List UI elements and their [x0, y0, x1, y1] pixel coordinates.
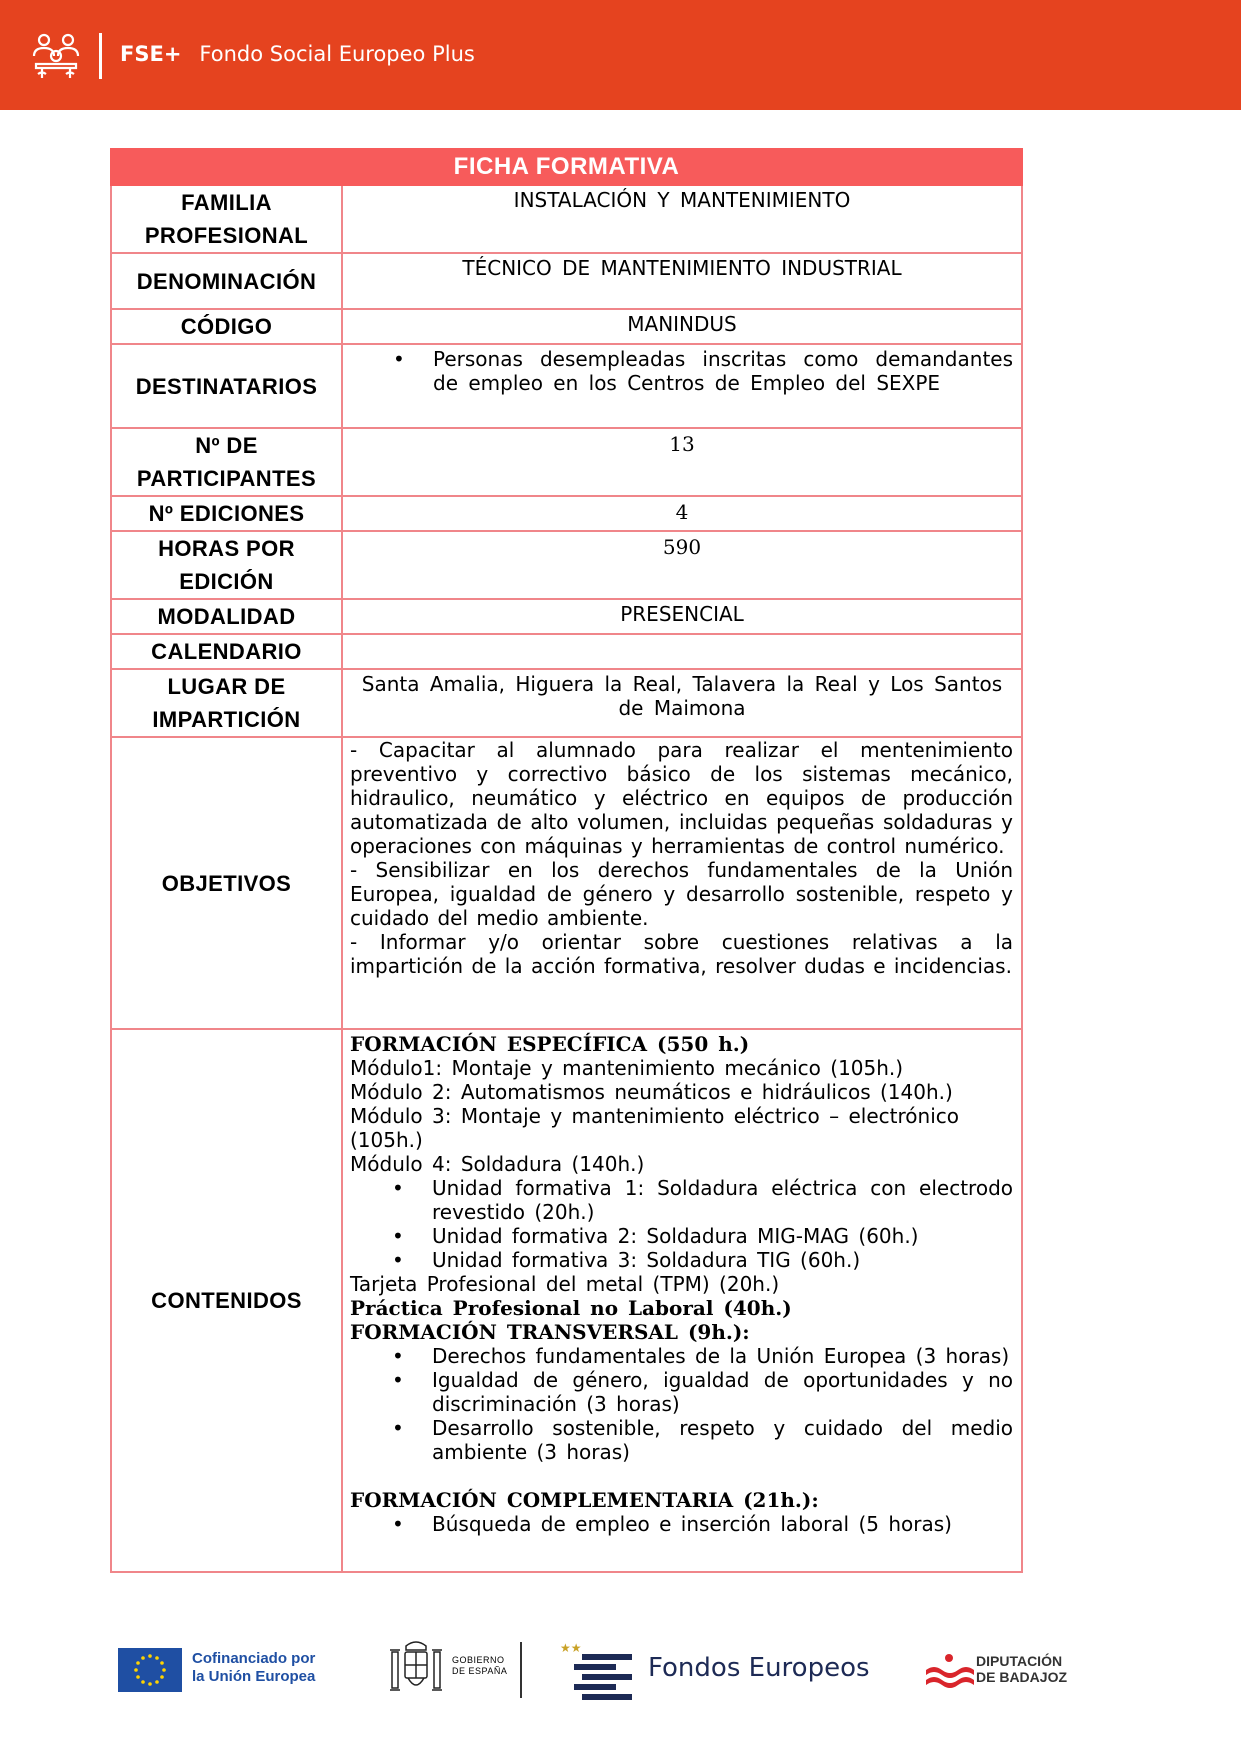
- value-ediciones: 4: [342, 496, 1022, 531]
- transversal-item: • Igualdad de género, igualdad de oportunidades y no discriminación (3 horas): [350, 1368, 1013, 1416]
- row-horas: [111, 531, 1022, 599]
- diputacion-l2: DE BADAJOZ: [976, 1669, 1068, 1685]
- spain-coat-of-arms-icon: [388, 1638, 444, 1700]
- table-title-row: [111, 149, 1022, 185]
- fondos-europeos-icon: [560, 1640, 640, 1700]
- label-familia-l2: PROFESIONAL: [144, 223, 309, 248]
- brand-title: [120, 38, 475, 70]
- label-participantes-l2: PARTICIPANTES: [136, 466, 317, 491]
- footer-logos: [0, 1630, 1241, 1720]
- spacer: [350, 1464, 1013, 1488]
- modulo-item: Módulo1: Montaje y mantenimiento mecánico (105h.): [350, 1056, 904, 1080]
- label-participantes-l1: Nº DE: [195, 433, 258, 458]
- value-contenidos: [342, 1029, 1022, 1572]
- especifica-title: FORMACIÓN ESPECÍFICA (550 h.): [350, 1032, 750, 1056]
- modulo-item: Módulo 3: Montaje y mantenimiento eléctrico – electrónico (105h.): [350, 1104, 959, 1152]
- row-familia: [111, 185, 1022, 253]
- row-ediciones: [111, 496, 1022, 531]
- value-modalidad: PRESENCIAL: [342, 599, 1022, 634]
- gobierno-l1: GOBIERNO: [452, 1655, 505, 1665]
- label-destinatarios: DESTINATARIOS: [111, 344, 342, 428]
- header-bar: [0, 0, 1241, 110]
- value-familia: INSTALACIÓN Y MANTENIMIENTO: [342, 185, 1022, 253]
- brand-long: Fondo Social Europeo Plus: [199, 42, 475, 66]
- objetivo-item: - Capacitar al alumnado para realizar el mentenimiento preventivo y correctivo básico de los sistemas mecánico, hidraulico, neumático y eléctrico en equipos de producción automatizada de alto volumen, incluidas pequeñas soldaduras y operaciones con máquinas y herramientas de control numérico.: [350, 738, 1014, 858]
- label-lugar-l2: IMPARTICIÓN: [152, 707, 301, 732]
- label-lugar-l1: LUGAR DE: [167, 674, 286, 699]
- row-participantes: [111, 428, 1022, 496]
- value-participantes: 13: [342, 428, 1022, 496]
- unidad-item: • Unidad formativa 1: Soldadura eléctrica con electrodo revestido (20h.): [350, 1176, 1013, 1224]
- transversal-title: FORMACIÓN TRANSVERSAL (9h.):: [350, 1320, 750, 1344]
- row-calendario: [111, 634, 1022, 669]
- label-ediciones: Nº EDICIONES: [111, 496, 342, 531]
- label-participantes: [111, 428, 342, 496]
- transversal-item: • Desarrollo sostenible, respeto y cuidado del medio ambiente (3 horas): [350, 1416, 1013, 1464]
- value-calendario: [342, 634, 1022, 669]
- ficha-formativa-table: [110, 148, 1023, 1573]
- label-denominacion: DENOMINACIÓN: [111, 253, 342, 309]
- unidad-item: • Unidad formativa 3: Soldadura TIG (60h.): [350, 1248, 1013, 1272]
- table-title: FICHA FORMATIVA: [111, 149, 1022, 185]
- modulo-item: Módulo 2: Automatismos neumáticos e hidráulicos (140h.): [350, 1080, 953, 1104]
- gobierno-divider: [520, 1642, 522, 1698]
- label-objetivos: OBJETIVOS: [111, 737, 342, 1029]
- objetivo-item: - Sensibilizar en los derechos fundamentales de la Unión Europea, igualdad de género y desarrollo sostenible, respeto y cuidado del medio ambiente.: [350, 858, 1014, 930]
- gobierno-espana-text: [452, 1655, 507, 1677]
- modulo-item: Módulo 4: Soldadura (140h.): [350, 1152, 645, 1176]
- diputacion-badajoz-icon: [922, 1652, 976, 1692]
- fondos-europeos-text: Fondos Europeos: [648, 1653, 870, 1683]
- practica-title: Práctica Profesional no Laboral (40h.): [350, 1296, 792, 1320]
- transversal-item: • Derechos fundamentales de la Unión Europea (3 horas): [350, 1344, 1013, 1368]
- label-familia-l1: FAMILIA: [181, 190, 272, 215]
- row-destinatarios: [111, 344, 1022, 428]
- header-divider: [99, 33, 102, 79]
- gobierno-l2: DE ESPAÑA: [452, 1666, 508, 1676]
- eu-text-l2: la Unión Europea: [192, 1668, 316, 1685]
- label-calendario: CALENDARIO: [111, 634, 342, 669]
- row-codigo: [111, 309, 1022, 344]
- label-modalidad: MODALIDAD: [111, 599, 342, 634]
- tarjeta-item: Tarjeta Profesional del metal (TPM) (20h.): [350, 1272, 780, 1296]
- objetivo-item: - Informar y/o orientar sobre cuestiones relativas a la impartición de la acción formativa, resolver dudas e incidencias.: [350, 930, 1014, 978]
- row-denominacion: [111, 253, 1022, 309]
- label-codigo: CÓDIGO: [111, 309, 342, 344]
- eu-text-l1: Cofinanciado por: [192, 1650, 316, 1667]
- complementaria-item: • Búsqueda de empleo e inserción laboral (5 horas): [350, 1512, 1013, 1536]
- value-denominacion: TÉCNICO DE MANTENIMIENTO INDUSTRIAL: [342, 253, 1022, 309]
- diputacion-badajoz-text: [976, 1653, 1067, 1685]
- row-objetivos: [111, 737, 1022, 1029]
- unidades-list: [350, 1176, 1013, 1272]
- brand-short: FSE+: [120, 42, 182, 66]
- value-codigo: MANINDUS: [342, 309, 1022, 344]
- destinatarios-list: [351, 347, 1013, 395]
- value-horas: 590: [342, 531, 1022, 599]
- value-lugar: Santa Amalia, Higuera la Real, Talavera la Real y Los Santos de Maimona: [342, 669, 1022, 737]
- label-contenidos: CONTENIDOS: [111, 1029, 342, 1572]
- svg-text:★★: ★★: [560, 1641, 582, 1655]
- diputacion-l1: DIPUTACIÓN: [976, 1653, 1063, 1669]
- label-horas-l1: HORAS POR: [158, 536, 295, 561]
- complementaria-list: [350, 1512, 1013, 1536]
- label-horas-l2: EDICIÓN: [179, 569, 274, 594]
- eu-cofinanciado-text: [192, 1650, 315, 1686]
- label-lugar: [111, 669, 342, 737]
- transversal-list: [350, 1344, 1013, 1464]
- row-contenidos: [111, 1029, 1022, 1572]
- value-destinatarios: [342, 344, 1022, 428]
- destinatarios-item: • Personas desempleadas inscritas como demandantes de empleo en los Centros de Empleo del SEXPE: [351, 347, 1013, 395]
- complementaria-title: FORMACIÓN COMPLEMENTARIA (21h.):: [350, 1488, 819, 1512]
- row-modalidad: [111, 599, 1022, 634]
- unidad-item: • Unidad formativa 2: Soldadura MIG-MAG (60h.): [350, 1224, 1013, 1248]
- people-meeting-icon: [30, 30, 82, 82]
- eu-flag-icon: [118, 1648, 182, 1692]
- value-objetivos: [342, 737, 1022, 1029]
- label-horas: [111, 531, 342, 599]
- label-familia: [111, 185, 342, 253]
- row-lugar: [111, 669, 1022, 737]
